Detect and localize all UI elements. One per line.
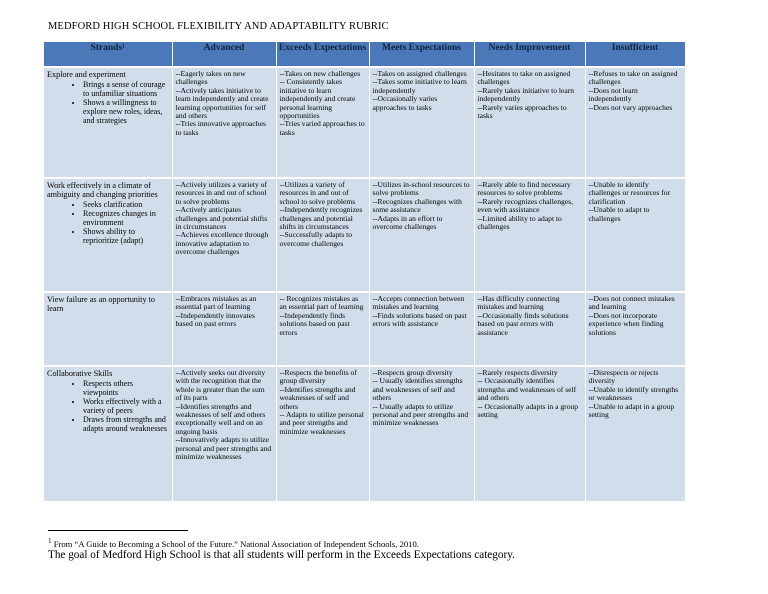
descriptor-line: --Identifies strengths and weaknesses of self and others bbox=[279, 384, 356, 411]
strand-bullets bbox=[47, 80, 169, 125]
descriptor-line: --Rarely takes initiative to learn independently bbox=[477, 85, 575, 104]
descriptor-line: -- Recognizes mistakes as an essential part of learning bbox=[279, 294, 364, 312]
descriptor-line: --Respects group diversity bbox=[372, 368, 453, 377]
footnote-divider bbox=[48, 530, 188, 531]
descriptor-line: --Embraces mistakes as an essential part of learning bbox=[175, 294, 257, 312]
descriptor-line: --Rarely varies approaches to tasks bbox=[477, 102, 567, 121]
goal-statement: The goal of Medford High School is that all students will perform in the Exceeds Expectations category. bbox=[48, 549, 515, 561]
descriptor-line: --Identifies strengths and weaknesses of self and others exceptionally well and on an ongoing basis bbox=[175, 401, 266, 436]
descriptor-line: --Does not vary approaches bbox=[588, 102, 673, 112]
descriptor-line: --Successfully adapts to overcome challenges bbox=[279, 230, 353, 248]
descriptor-line: --Rarely able to find necessary resources to solve problems bbox=[477, 180, 571, 198]
descriptor-line: --Rarely respects diversity bbox=[477, 368, 558, 377]
descriptor-line: --Limited ability to adapt to challenges bbox=[477, 213, 562, 232]
descriptor-line: --Adapts in an effort to overcome challenges bbox=[372, 213, 443, 232]
meets-cell bbox=[369, 178, 474, 292]
descriptor-line: --Actively takes initiative to learn independently and create learning opportunities for self and others bbox=[175, 85, 269, 121]
strand-bullet: • Recognizes changes in environment bbox=[83, 209, 169, 227]
descriptor-line: --Has difficulty connecting mistakes and learning bbox=[477, 294, 560, 312]
page-title: MEDFORD HIGH SCHOOL FLEXIBILITY AND ADAPTABILITY RUBRIC bbox=[48, 21, 389, 32]
descriptor-line: --Disrespects or rejects diversity bbox=[588, 368, 659, 386]
descriptor-line: --Independently finds solutions based on past errors bbox=[279, 310, 350, 337]
descriptor-line: --Independently recognizes challenges and potential shifts in circumstances bbox=[279, 205, 363, 232]
descriptor-line: --Does not incorporate experience when finding solutions bbox=[588, 310, 664, 337]
advanced-cell bbox=[172, 178, 276, 292]
descriptor-line: -- Consistently takes initiative to learn independently and create personal learning opportunities bbox=[279, 77, 356, 121]
header-needs-improvement: Needs Improvement bbox=[474, 42, 585, 67]
needs-improvement-cell bbox=[474, 178, 585, 292]
strand-bullets bbox=[47, 200, 169, 245]
descriptor-line: --Tries innovative approaches to tasks bbox=[175, 119, 266, 137]
descriptor-line: --Finds solutions based on past errors with assistance bbox=[372, 310, 467, 329]
exceeds-cell bbox=[276, 292, 369, 366]
table-row bbox=[44, 292, 685, 366]
strand-title: View failure as an opportunity to learn bbox=[47, 295, 155, 313]
insufficient-cell bbox=[585, 67, 685, 178]
header-meets-expectations: Meets Expectations bbox=[369, 42, 474, 67]
needs-improvement-cell bbox=[474, 366, 585, 501]
descriptor-line: --Does not connect mistakes and learning bbox=[588, 294, 675, 312]
strand-title: Collaborative Skills bbox=[47, 369, 113, 378]
descriptor-line: -- Usually identifies strengths and weaknesses of self and others bbox=[372, 376, 463, 403]
descriptor-line: --Eagerly takes on new challenges bbox=[175, 69, 246, 87]
insufficient-cell bbox=[585, 366, 685, 501]
descriptor-line: -- Adapts to utilize personal and peer strengths and minimize weaknesses bbox=[279, 410, 364, 436]
descriptor-line: --Does not learn independently bbox=[588, 85, 638, 104]
strand-bullet: • Draws from strengths and adapts around weaknesses bbox=[83, 415, 169, 433]
descriptor-line: --Hesitates to take on assigned challenges bbox=[477, 69, 571, 87]
descriptor-line: --Achieves excellence through innovative adaptation to overcome challenges bbox=[175, 230, 269, 257]
rubric-table bbox=[44, 42, 686, 501]
header-insufficient: Insufficient bbox=[585, 42, 685, 67]
table-row bbox=[44, 67, 685, 178]
descriptor-line: --Actively seeks out diversity with the recognition that the whole is greater than the sum of its parts bbox=[175, 368, 266, 403]
meets-cell bbox=[369, 292, 474, 366]
descriptor-line: --Refuses to take on assigned challenges bbox=[588, 69, 678, 87]
descriptor-line: -- Usually adapts to utilize personal and peer strengths and minimize weaknesses bbox=[372, 401, 469, 428]
strand-bullet: • Shows a willingness to explore new roles, ideas, and strategies bbox=[83, 98, 169, 125]
strand-bullet: • Shows ability to reprioritize (adapt) bbox=[83, 227, 169, 245]
header-advanced: Advanced bbox=[172, 42, 276, 67]
strand-cell bbox=[44, 366, 172, 501]
descriptor-line: --Unable to identify challenges or resources for clarification bbox=[588, 180, 671, 206]
descriptor-line: --Actively utilizes a variety of resources in and out of school to solve problems bbox=[175, 180, 268, 206]
insufficient-cell bbox=[585, 178, 685, 292]
strand-cell bbox=[44, 178, 172, 292]
strand-cell bbox=[44, 67, 172, 178]
strand-bullets bbox=[47, 379, 169, 433]
descriptor-line: --Rarely recognizes challenges, even with assistance bbox=[477, 196, 574, 215]
header-row bbox=[44, 42, 685, 67]
strand-cell bbox=[44, 292, 172, 366]
advanced-cell bbox=[172, 67, 276, 178]
exceeds-cell bbox=[276, 366, 369, 501]
needs-improvement-cell bbox=[474, 292, 585, 366]
descriptor-line: --Tries varied approaches to tasks bbox=[279, 119, 365, 137]
descriptor-line: --Unable to adapt in a group setting bbox=[588, 401, 675, 420]
descriptor-line: --Respects the benefits of group diversity bbox=[279, 368, 357, 386]
descriptor-line: --Occasionally finds solutions based on past errors with assistance bbox=[477, 310, 569, 337]
strand-title: Explore and experiment bbox=[47, 70, 126, 79]
strand-bullet: • Respects others viewpoints bbox=[83, 379, 169, 397]
descriptor-line: --Takes some initiative to learn independently bbox=[372, 77, 467, 95]
header-strands: Strands¹ bbox=[44, 42, 172, 67]
descriptor-line: --Utilizes in-school resources to solve problems bbox=[372, 180, 470, 198]
descriptor-line: --Independently innovates based on past errors bbox=[175, 310, 255, 329]
descriptor-line: --Innovatively adapts to utilize personal and peer strengths and minimize weaknesses bbox=[175, 435, 272, 462]
exceeds-cell bbox=[276, 67, 369, 178]
descriptor-line: -- Occasionally identifies strengths and weaknesses of self and others bbox=[477, 376, 577, 403]
table-row bbox=[44, 178, 685, 292]
footnote-text: From “A Guide to Becoming a School of the Future.” National Association of Independent Schools, 2010. bbox=[53, 538, 419, 549]
descriptor-line: --Accepts connection between mistakes and learning bbox=[372, 294, 465, 312]
strand-bullet: • Works effectively with a variety of peers bbox=[83, 397, 169, 415]
table-row bbox=[44, 366, 685, 501]
exceeds-cell bbox=[276, 178, 369, 292]
footnote bbox=[48, 537, 419, 549]
descriptor-line: --Takes on assigned challenges bbox=[372, 69, 467, 78]
descriptor-line: -- Occasionally adapts in a group setting bbox=[477, 401, 579, 420]
insufficient-cell bbox=[585, 292, 685, 366]
advanced-cell bbox=[172, 366, 276, 501]
meets-cell bbox=[369, 67, 474, 178]
strand-bullet: • Brings a sense of courage to unfamiliar situations bbox=[83, 80, 169, 98]
descriptor-line: --Recognizes challenges with some assistance bbox=[372, 196, 462, 215]
strand-bullet: • Seeks clarification bbox=[83, 200, 169, 209]
needs-improvement-cell bbox=[474, 67, 585, 178]
descriptor-line: --Unable to adapt to challenges bbox=[588, 205, 650, 223]
descriptor-line: --Unable to identify strengths or weaknesses bbox=[588, 384, 679, 403]
advanced-cell bbox=[172, 292, 276, 366]
meets-cell bbox=[369, 366, 474, 501]
descriptor-line: --Occasionally varies approaches to tasks bbox=[372, 94, 438, 112]
header-exceeds-expectations: Exceeds Expectations bbox=[276, 42, 369, 67]
descriptor-line: --Utilizes a variety of resources in and out of school to solve problems bbox=[279, 180, 356, 206]
strand-title: Work effectively in a climate of ambiguity and changing priorities bbox=[47, 181, 158, 199]
descriptor-line: --Takes on new challenges bbox=[279, 69, 361, 78]
footnote-marker: 1 bbox=[48, 537, 52, 545]
descriptor-line: --Actively anticipates challenges and potential shifts in circumstances bbox=[175, 205, 268, 232]
